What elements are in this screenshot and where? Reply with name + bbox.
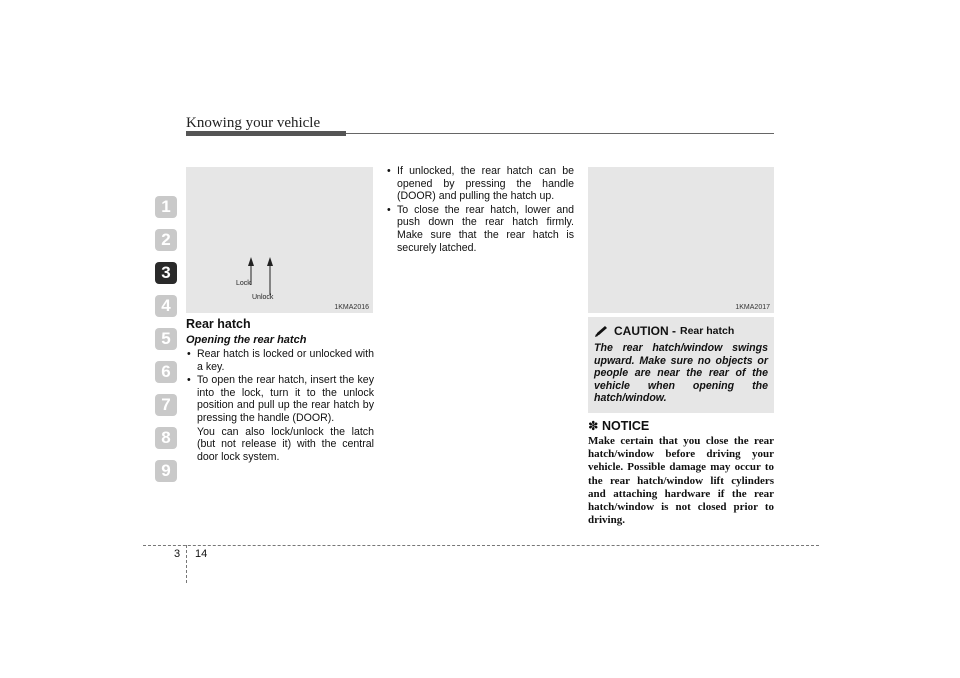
notice-title-text: NOTICE — [601, 419, 650, 433]
chapter-tab-1[interactable]: 1 — [155, 196, 177, 218]
central-lock-paragraph: You can also lock/unlock the latch (but not release it) with the central door lock system. — [197, 425, 374, 463]
unlock-label: Unlock — [252, 294, 274, 301]
figure-rear-hatch-lock — [186, 167, 373, 313]
caution-box — [588, 317, 774, 413]
chapter-tab-9[interactable]: 9 — [155, 460, 177, 482]
list-item: • To open the rear hatch, insert the key into the lock, turn it to the unlock position and pull up the rear hatch by pressing the handle (DOOR). — [186, 374, 374, 424]
notice-star-icon: ✽ — [588, 419, 599, 433]
chapter-tab-7[interactable]: 7 — [155, 394, 177, 416]
figure-rear-hatch — [588, 167, 774, 313]
chapter-tab-3[interactable]: 3 — [155, 262, 177, 284]
footer-page-number: 14 — [195, 548, 208, 560]
caution-label: CAUTION - — [614, 324, 676, 338]
notice-title — [588, 418, 774, 433]
lock-unlock-arrows-icon — [186, 167, 373, 313]
section-subtitle: Opening the rear hatch — [186, 334, 307, 346]
figure-code: 1KMA2017 — [735, 304, 770, 311]
figure-code: 1KMA2016 — [334, 304, 369, 311]
page-header-title: Knowing your vehicle — [186, 115, 321, 131]
chapter-tab-4[interactable]: 4 — [155, 295, 177, 317]
caution-title — [594, 324, 768, 338]
caution-subject: Rear hatch — [680, 325, 735, 337]
section-title: Rear hatch — [186, 317, 251, 331]
left-bullet-list — [186, 348, 374, 425]
chapter-tab-6[interactable]: 6 — [155, 361, 177, 383]
header-rule-bar — [186, 131, 346, 136]
footer-rule — [143, 545, 819, 546]
caution-body: The rear hatch/window swings upward. Make sure no objects or people are near the rear of the vehicle when opening the hatch/window. — [594, 342, 768, 405]
middle-bullet-list — [386, 165, 574, 254]
notice-block — [588, 418, 774, 527]
list-item: • Rear hatch is locked or unlocked with a key. — [186, 348, 374, 373]
notice-body: Make certain that you close the rear hatch/window before driving your vehicle. Possible damage may occur to the rear hatch/window lift cylinders and attaching hardware if the rear hatch/window is not closed prior to driving. — [588, 435, 774, 527]
left-column — [186, 317, 374, 463]
footer-divider — [186, 545, 187, 583]
chapter-nav — [155, 196, 179, 493]
footer-chapter-number: 3 — [174, 548, 181, 560]
chapter-tab-8[interactable]: 8 — [155, 427, 177, 449]
chapter-tab-2[interactable]: 2 — [155, 229, 177, 251]
chapter-tab-5[interactable]: 5 — [155, 328, 177, 350]
pencil-warning-icon — [594, 325, 610, 337]
lock-label: Lock — [236, 280, 251, 287]
list-item: • To close the rear hatch, lower and push down the rear hatch firmly. Make sure that the rear hatch is securely latched. — [386, 204, 574, 254]
middle-column — [386, 165, 574, 255]
list-item: • If unlocked, the rear hatch can be opened by pressing the handle (DOOR) and pulling the hatch up. — [386, 165, 574, 203]
header-rule-line — [346, 133, 774, 134]
